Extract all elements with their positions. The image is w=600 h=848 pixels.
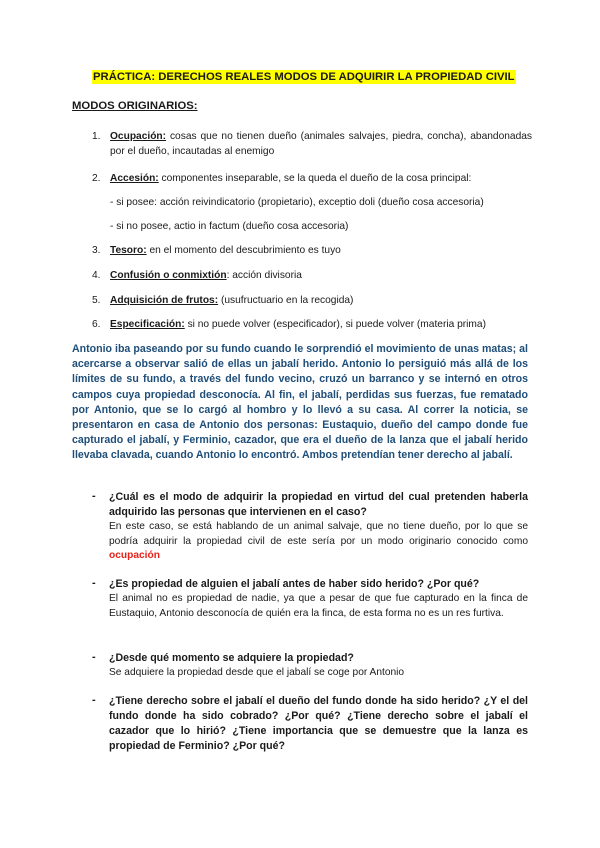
list-item <box>92 172 532 187</box>
list-item <box>92 294 532 309</box>
item-text: : acción divisoria <box>226 270 302 281</box>
item-number: 3. <box>92 245 101 256</box>
item-number: 6. <box>92 319 101 330</box>
item-term: Adquisición de frutos: <box>110 295 219 306</box>
document-title: PRÁCTICA: DERECHOS REALES MODOS DE ADQUIRIR LA PROPIEDAD CIVIL <box>93 71 515 83</box>
list-item <box>92 130 532 159</box>
case-statement: Antonio iba paseando por su fundo cuando le sorprendió el movimiento de unas matas; al acercarse a observar salió de ellas un jabalí herido. Antonio lo persiguió más allá de los límites de su fundo, a través del fundo vecino, cruzó un barranco y se internó en otros campos cuya propiedad desconocía. Al fin, el jabalí, perdidas sus fuerzas, fue rematado por Antonio, que se lo cargó al hombro y lo llevó a su casa. Al correr la noticia, se presentaron en casa de Antonio dos personas: Eustaquio, dueño del campo donde fue capturado el jabalí, y Ferminio, cazador, que era el dueño de la lanza que el jabalí herido llevaba clavada, cuando Antonio lo encontró. Ambos pretendían tener derecho al jabalí. <box>72 343 528 462</box>
answer-text: El animal no es propiedad de nadie, ya que a pesar de que fue capturado en la finca de Eustaquio, Antonio desconocía de quién era la finca, de esta forma no es un res furtiva. <box>109 593 528 619</box>
item-term: Accesión: <box>110 173 159 184</box>
item-term: Ocupación: <box>110 131 167 142</box>
item-number: 4. <box>92 270 101 281</box>
answer-body: En este caso, se está hablando de un animal salvaje, que no tiene dueño, por lo que se podría adquirir la propiedad civil de este sería por un modo originario conocido como <box>109 521 528 547</box>
list-item <box>92 269 532 284</box>
item-number: 1. <box>92 131 101 142</box>
item-text: en el momento del descubrimiento es tuyo <box>146 245 341 256</box>
question-text: ¿Cuál es el modo de adquirir la propiedad en virtud del cual pretenden haberla adquirido las personas que intervienen en el caso? <box>109 491 528 518</box>
item-text: (usufructuario en la recogida) <box>218 295 354 306</box>
question-item <box>92 577 528 621</box>
item-text: componentes inseparable, se la queda el dueño de la cosa principal: <box>158 173 472 184</box>
bullet-dash: - <box>92 651 96 663</box>
question-text: ¿Es propiedad de alguien el jabalí antes de haber sido herido? ¿Por qué? <box>109 578 480 590</box>
bullet-dash: - <box>92 490 96 502</box>
accesion-sub-item: - si posee: acción reivindicatorio (propietario), exceptio doli (dueño cosa accesoria) <box>110 197 484 208</box>
item-text: cosas que no tienen dueño (animales salvajes, piedra, concha), abandonadas por el dueño, incautadas al enemigo <box>110 131 532 157</box>
answer-text <box>109 520 528 564</box>
bullet-dash: - <box>92 577 96 589</box>
question-item <box>92 694 528 754</box>
bullet-dash: - <box>92 694 96 706</box>
item-term: Confusión o conmixtión <box>110 270 227 281</box>
answer-highlight: ocupación <box>109 550 160 561</box>
accesion-sub-item: - si no posee, actio in factum (dueño cosa accesoria) <box>110 221 349 232</box>
question-item <box>92 651 528 681</box>
section-heading: MODOS ORIGINARIOS: <box>72 100 198 112</box>
item-term: Especificación: <box>110 319 185 330</box>
question-text: ¿Tiene derecho sobre el jabalí el dueño del fundo donde ha sido herido? ¿Y el del fundo donde ha sido cobrado? ¿Por qué? ¿Tiene derecho sobre el jabalí el cazador que lo hirió? ¿Tiene importancia que se demuestre que la lanza es propiedad de Ferminio? ¿Por qué? <box>109 695 528 752</box>
question-item <box>92 490 528 564</box>
item-text: si no puede volver (especificador), si puede volver (materia prima) <box>184 319 486 330</box>
question-text: ¿Desde qué momento se adquiere la propiedad? <box>109 652 354 664</box>
item-number: 2. <box>92 173 101 184</box>
answer-text: Se adquiere la propiedad desde que el jabalí se coge por Antonio <box>109 667 405 678</box>
item-number: 5. <box>92 295 101 306</box>
item-term: Tesoro: <box>110 245 147 256</box>
list-item <box>92 318 532 333</box>
list-item <box>92 244 532 259</box>
